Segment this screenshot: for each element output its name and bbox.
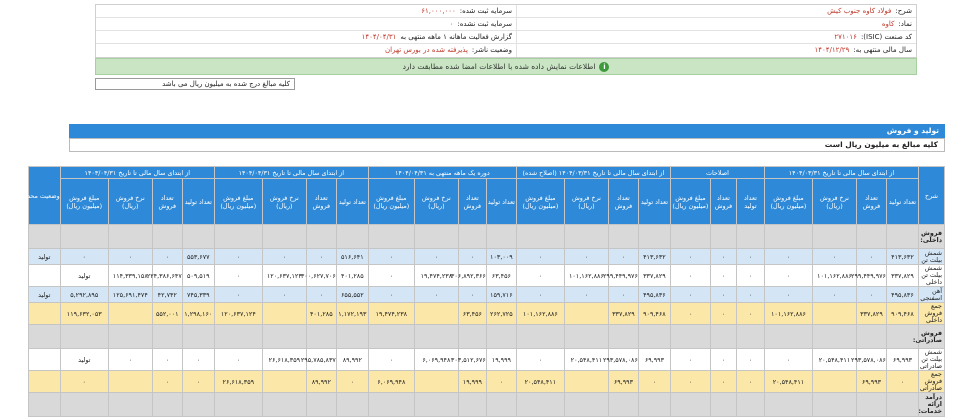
table-cell [764,325,812,349]
table-cell: ۴۱۳,۶۳۲ [887,249,919,265]
table-cell: ۰ [764,265,812,287]
table-cell [414,325,458,349]
table-cell: ۲۹۹,۴۴۹,۹۷۶ [608,265,638,287]
table-cell: ۰ [306,249,336,265]
table-cell [710,325,736,349]
product-status-cell [28,303,60,325]
sub-header: تعداد فروش [152,179,182,225]
section-title: تولید و فروش [69,124,945,138]
table-cell [214,393,262,417]
table-cell: ۰ [152,349,182,371]
table-cell [564,225,608,249]
table-row [28,325,944,349]
table-cell: ۰ [710,371,736,393]
table-cell: ۲۶۲,۷۲۵ [486,303,516,325]
table-cell: ۶۹,۹۹۳ [638,349,670,371]
table-cell: ۲۰,۵۴۸,۴۱۱ [764,371,812,393]
product-status-cell [28,325,60,349]
table-cell: ۳۰۳,۵۱۲,۶۷۶ [458,349,486,371]
sub-header: تعداد تولید [638,179,670,225]
table-cell: ۲۹۳,۵۷۸,۰۸۶ [857,349,887,371]
table-cell: ۹۰۹,۴۶۸ [887,303,919,325]
table-cell: ۲۹۵,۷۸۵,۸۳۷ [306,349,336,371]
table-cell [764,393,812,417]
table-cell [608,393,638,417]
table-cell: ۱۰۱,۱۶۲,۸۸۶ [764,303,812,325]
report-period: گزارش فعالیت ماهانه ۱ ماهه منتهی به۱۴۰۴/۰۴/۳۱ [361,33,512,41]
sub-header: مبلغ فروش (میلیون ریال) [670,179,710,225]
sub-header: نرخ فروش (ریال) [262,179,306,225]
table-cell: ۹۰۹,۴۶۸ [638,303,670,325]
table-cell: ۰ [670,303,710,325]
table-cell: ۰ [608,287,638,303]
table-cell: ۸۹,۹۹۲ [336,349,368,371]
table-cell: ۰ [214,287,262,303]
table-cell: ۰ [813,249,857,265]
table-cell [414,225,458,249]
company-description: شرح:فولاد کاوه جنوب کیش [516,5,916,18]
table-cell: ۰ [670,287,710,303]
table-cell: ۰ [306,287,336,303]
section-subtitle: کلیه مبالغ به میلیون ریال است [69,138,945,152]
table-row [28,287,944,303]
row-label: جمع فروش داخلی [919,303,945,325]
product-status-cell [28,349,60,371]
table-cell: ۰ [368,249,414,265]
sub-header: مبلغ فروش (میلیون ریال) [516,179,564,225]
table-cell: ۶۹,۹۹۳ [887,349,919,371]
table-cell: ۰ [458,287,486,303]
table-cell: ۳۰۰,۶۲۷,۷۰۶ [306,265,336,287]
table-cell [306,325,336,349]
company-symbol: نماد:کاوه [516,18,916,31]
table-cell: ۰ [710,249,736,265]
row-label: شمش بیلت تن [919,249,945,265]
table-cell: ۰ [368,265,414,287]
table-cell: ۰ [182,371,214,393]
table-cell [813,393,857,417]
publisher-status: وضعیت ناشر:پذیرفته شده در بورس تهران [385,46,512,54]
table-cell: ۱۲۰,۶۳۷,۱۲۴ [214,303,262,325]
sub-header: مبلغ فروش (میلیون ریال) [60,179,108,225]
info-row-2 [96,18,916,31]
table-cell [262,225,306,249]
sub-header: تعداد تولید [182,179,214,225]
table-cell [306,393,336,417]
table-cell: ۵۱۶,۶۴۱ [336,249,368,265]
table-cell [638,393,670,417]
sub-header: تعداد فروش [608,179,638,225]
table-cell [60,225,108,249]
table-cell [486,225,516,249]
table-cell: ۰ [764,349,812,371]
product-status-cell [28,265,60,287]
table-cell: ۰ [670,265,710,287]
table-cell: ۶۹,۹۹۳ [857,371,887,393]
table-cell [486,325,516,349]
table-cell: ۰ [516,287,564,303]
fiscal-year-end: سال مالی منتهی به:۱۴۰۴/۱۲/۲۹ [516,44,916,57]
table-cell [670,393,710,417]
table-cell: ۲۶,۶۱۸,۳۵۹ [214,371,262,393]
table-cell [670,325,710,349]
table-cell [764,225,812,249]
sub-header: مبلغ فروش (میلیون ریال) [214,179,262,225]
row-label: شمش بیلت تن صادراتی [919,349,945,371]
table-cell [414,393,458,417]
unregistered-capital: سرمایه ثبت نشده:۰ [449,20,512,28]
table-cell [262,303,306,325]
table-cell: ۰ [516,265,564,287]
sub-header-row [28,179,944,225]
table-cell [813,225,857,249]
table-cell: ۰ [108,349,152,371]
table-cell [638,225,670,249]
table-cell: ۶,۰۶۹,۹۴۸ [414,349,458,371]
isic-code: کد صنعت (ISIC):۲۷۱۰۱۶ [516,31,916,44]
table-cell [458,225,486,249]
table-cell: ۵,۲۹۲,۸۹۵ [60,287,108,303]
table-cell: ۱۹,۴۷۴,۲۳۸ [414,265,458,287]
table-cell: ۰ [368,349,414,371]
table-cell: ۶,۰۶۹,۹۴۸ [368,371,414,393]
sub-header: تعداد فروش [458,179,486,225]
table-cell: ۱۰۱,۱۶۲,۸۸۶ [564,265,608,287]
table-cell [564,393,608,417]
table-cell: ۱۲۰,۶۳۷,۱۲۴ [262,265,306,287]
table-cell [262,325,306,349]
table-cell [736,225,764,249]
table-cell [564,371,608,393]
table-cell: ۲۲۴,۳۸۶,۶۴۷ [152,265,182,287]
table-cell [108,371,152,393]
table-cell: ۲۹۳,۵۷۸,۰۸۶ [608,349,638,371]
table-cell [336,325,368,349]
table-cell: ۳۳۷,۸۲۹ [608,303,638,325]
sub-header: مبلغ فروش (میلیون ریال) [368,179,414,225]
table-cell: ۰ [736,349,764,371]
table-cell: ۸۹,۹۹۲ [306,371,336,393]
table-cell [152,225,182,249]
table-cell: تولید [60,349,108,371]
table-cell: ۵۵۳,۶۷۷ [182,249,214,265]
group-month-0431: دوره یک ماهه منتهی به ۱۴۰۴/۰۴/۳۱ [368,167,516,179]
sub-header: تعداد تولید [887,179,919,225]
table-cell: ۰ [670,349,710,371]
production-sales-table-wrapper [0,166,945,417]
table-cell: ۱۰۱,۱۶۲,۸۸۶ [813,265,857,287]
table-cell [214,325,262,349]
product-status-cell: تولید [28,287,60,303]
table-row [28,371,944,393]
row-label: شمش بیلت تن داخلی [919,265,945,287]
table-cell: ۱,۲۹۸,۱۶۰ [182,303,214,325]
table-cell [887,225,919,249]
group-ytd-0331-corrected: از ابتدای سال مالی تا تاریخ ۱۴۰۴/۰۳/۳۱ (اصلاح شده) [516,167,670,179]
table-cell: ۰ [262,249,306,265]
table-cell [710,225,736,249]
group-adjustments: اصلاحات [670,167,764,179]
table-cell: ۱,۱۷۲,۱۹۳ [336,303,368,325]
sub-header: نرخ فروش (ریال) [564,179,608,225]
table-cell [414,371,458,393]
table-cell: ۱۹,۴۷۴,۲۳۸ [368,303,414,325]
table-cell [262,371,306,393]
table-cell [306,225,336,249]
table-cell: ۰ [486,371,516,393]
table-cell: ۱۵۹,۷۱۶ [486,287,516,303]
table-cell: ۰ [710,265,736,287]
table-cell: ۰ [670,249,710,265]
table-cell: ۰ [414,287,458,303]
table-cell [670,225,710,249]
table-cell: ۱۹,۹۹۹ [486,349,516,371]
table-cell [564,325,608,349]
table-cell: ۰ [670,371,710,393]
table-cell: ۰ [564,287,608,303]
table-cell [857,325,887,349]
production-sales-table [0,166,945,417]
table-cell [736,325,764,349]
table-row [28,393,944,417]
table-cell: ۶۵۵,۵۵۲ [336,287,368,303]
sub-header: تعداد تولید [486,179,516,225]
table-cell [608,225,638,249]
registered-capital: سرمایه ثبت شده:۶۱,۰۰۰,۰۰۰ [421,7,512,15]
row-label: آهن اسفنجی [919,287,945,303]
table-cell [152,325,182,349]
row-label: فروش داخلی: [919,225,945,249]
info-row-4 [96,44,916,57]
table-cell [736,393,764,417]
table-cell [108,303,152,325]
table-cell: ۰ [336,371,368,393]
table-cell: ۰ [368,287,414,303]
table-cell [214,225,262,249]
table-cell: ۴۹۵,۸۳۶ [638,287,670,303]
table-cell: ۰ [638,371,670,393]
table-cell: ۴۰۱,۲۸۵ [306,303,336,325]
table-cell: ۰ [214,249,262,265]
product-status-cell [28,393,60,417]
row-label: فروش صادراتی: [919,325,945,349]
verification-notice: iاطلاعات نمایش داده شده با اطلاعات امضا شده مطابقت دارد [95,58,917,75]
table-cell: ۰ [710,349,736,371]
table-cell [857,225,887,249]
table-cell: ۰ [813,287,857,303]
table-cell [262,393,306,417]
table-cell [108,225,152,249]
table-cell [564,303,608,325]
table-cell: ۰ [857,287,887,303]
table-cell: ۴۰۱,۲۸۵ [336,265,368,287]
sub-header: تعداد فروش [857,179,887,225]
table-cell: ۰ [764,249,812,265]
table-cell: ۰ [564,249,608,265]
info-row-3 [96,31,916,44]
table-cell [458,325,486,349]
table-cell: ۴۹۵,۸۳۶ [887,287,919,303]
table-cell [336,225,368,249]
table-row [28,249,944,265]
table-cell: ۲۰,۵۴۸,۴۱۱ [564,349,608,371]
table-cell [857,393,887,417]
table-cell [368,325,414,349]
company-info-panel [95,4,917,58]
table-cell: ۰ [214,265,262,287]
table-cell [813,371,857,393]
table-cell: ۰ [736,371,764,393]
table-cell: ۱۰۱,۱۶۲,۸۸۶ [516,303,564,325]
table-cell [458,393,486,417]
table-cell: ۰ [60,249,108,265]
table-cell: ۴۲,۷۴۲ [152,287,182,303]
table-cell [813,303,857,325]
table-cell: ۲۰,۵۴۸,۴۱۱ [813,349,857,371]
sub-header: نرخ فروش (ریال) [414,179,458,225]
product-status-cell: تولید [28,249,60,265]
table-cell [710,393,736,417]
table-row [28,265,944,287]
table-cell [887,393,919,417]
product-status-cell [28,371,60,393]
sub-header: تعداد فروش [306,179,336,225]
table-cell: ۱۱۴,۳۳۹,۱۵۸ [108,265,152,287]
info-icon: i [599,62,609,72]
table-cell [108,393,152,417]
table-cell [516,325,564,349]
table-cell: ۴۱۳,۶۳۲ [638,249,670,265]
sub-header: نرخ فروش (ریال) [108,179,152,225]
group-ytd-0331: از ابتدای سال مالی تا تاریخ ۱۴۰۴/۰۳/۳۱ [764,167,918,179]
table-cell: ۰ [262,287,306,303]
table-row [28,349,944,371]
table-cell: ۰ [887,371,919,393]
table-cell: ۰ [710,287,736,303]
table-cell: ۳۰۶,۸۹۲,۳۶۶ [458,265,486,287]
table-cell: ۱۰۳,۰۰۹ [486,249,516,265]
amounts-note: کلیه مبالغ درج شده به میلیون ریال می باشد [95,78,295,90]
table-cell: ۰ [458,249,486,265]
table-cell: ۵۵۲,۰۰۱ [152,303,182,325]
table-cell: ۰ [516,349,564,371]
table-cell [486,393,516,417]
table-cell [414,303,458,325]
sub-header: تعداد فروش [710,179,736,225]
table-cell: ۰ [182,349,214,371]
table-cell: ۰ [736,265,764,287]
table-body [28,225,944,417]
table-cell: ۰ [736,303,764,325]
table-cell [516,393,564,417]
table-cell: ۳۳۷,۸۲۹ [638,265,670,287]
table-cell [182,325,214,349]
group-ytd-0431: از ابتدای سال مالی تا تاریخ ۱۴۰۴/۰۴/۳۱ [214,167,368,179]
table-cell: ۶۳,۴۵۶ [486,265,516,287]
table-cell: ۰ [108,249,152,265]
table-cell: ۳۳۷,۸۲۹ [887,265,919,287]
table-cell: تولید [60,265,108,287]
sub-header: نرخ فروش (ریال) [813,179,857,225]
table-cell: ۰ [857,249,887,265]
table-cell: ۰ [152,249,182,265]
table-cell: ۱۲۵,۶۹۱,۴۷۴ [108,287,152,303]
group-ytd-1403: از ابتدای سال مالی تا تاریخ ۱۴۰۳/۰۴/۳۱ [60,167,214,179]
table-cell: ۲۹۹,۴۴۹,۹۷۶ [857,265,887,287]
table-cell: ۷۴۵,۳۳۹ [182,287,214,303]
table-cell [516,225,564,249]
table-cell: ۲۶,۶۱۸,۳۵۹ [262,349,306,371]
sub-header: تعداد تولید [336,179,368,225]
table-row [28,303,944,325]
table-row [28,225,944,249]
table-cell [638,325,670,349]
table-cell: ۰ [152,371,182,393]
table-cell [336,393,368,417]
table-cell [608,325,638,349]
table-cell [368,393,414,417]
table-cell: ۰ [764,287,812,303]
info-row-1 [96,5,916,18]
sub-header: مبلغ فروش (میلیون ریال) [764,179,812,225]
group-header-row [28,167,944,179]
table-cell: ۰ [60,371,108,393]
col-product-status: وضعیت محصول- واحد [28,167,60,225]
table-cell [182,393,214,417]
table-cell [182,225,214,249]
product-status-cell [28,225,60,249]
row-label: درآمد ارائه خدمات: [919,393,945,417]
table-cell: ۰ [214,349,262,371]
row-label: جمع فروش صادراتی [919,371,945,393]
table-cell [60,393,108,417]
table-cell: ۶۳,۴۵۶ [458,303,486,325]
table-cell: ۰ [414,249,458,265]
table-cell: ۰ [710,303,736,325]
table-cell: ۰ [608,249,638,265]
table-cell [152,393,182,417]
table-cell: ۱۹,۹۹۹ [458,371,486,393]
table-cell: ۰ [736,287,764,303]
table-cell: ۲۰,۵۴۸,۴۱۱ [516,371,564,393]
table-cell: ۰ [516,249,564,265]
col-description: شرح [919,167,945,225]
table-cell: ۱۱۹,۶۳۲,۰۵۳ [60,303,108,325]
table-cell: ۳۳۷,۸۲۹ [857,303,887,325]
table-cell: ۵۰۹,۵۱۹ [182,265,214,287]
table-cell [60,325,108,349]
table-cell [368,225,414,249]
sub-header: تعداد تولید [736,179,764,225]
table-cell: ۰ [736,249,764,265]
table-cell: ۶۹,۹۹۳ [608,371,638,393]
table-cell [813,325,857,349]
table-cell [108,325,152,349]
